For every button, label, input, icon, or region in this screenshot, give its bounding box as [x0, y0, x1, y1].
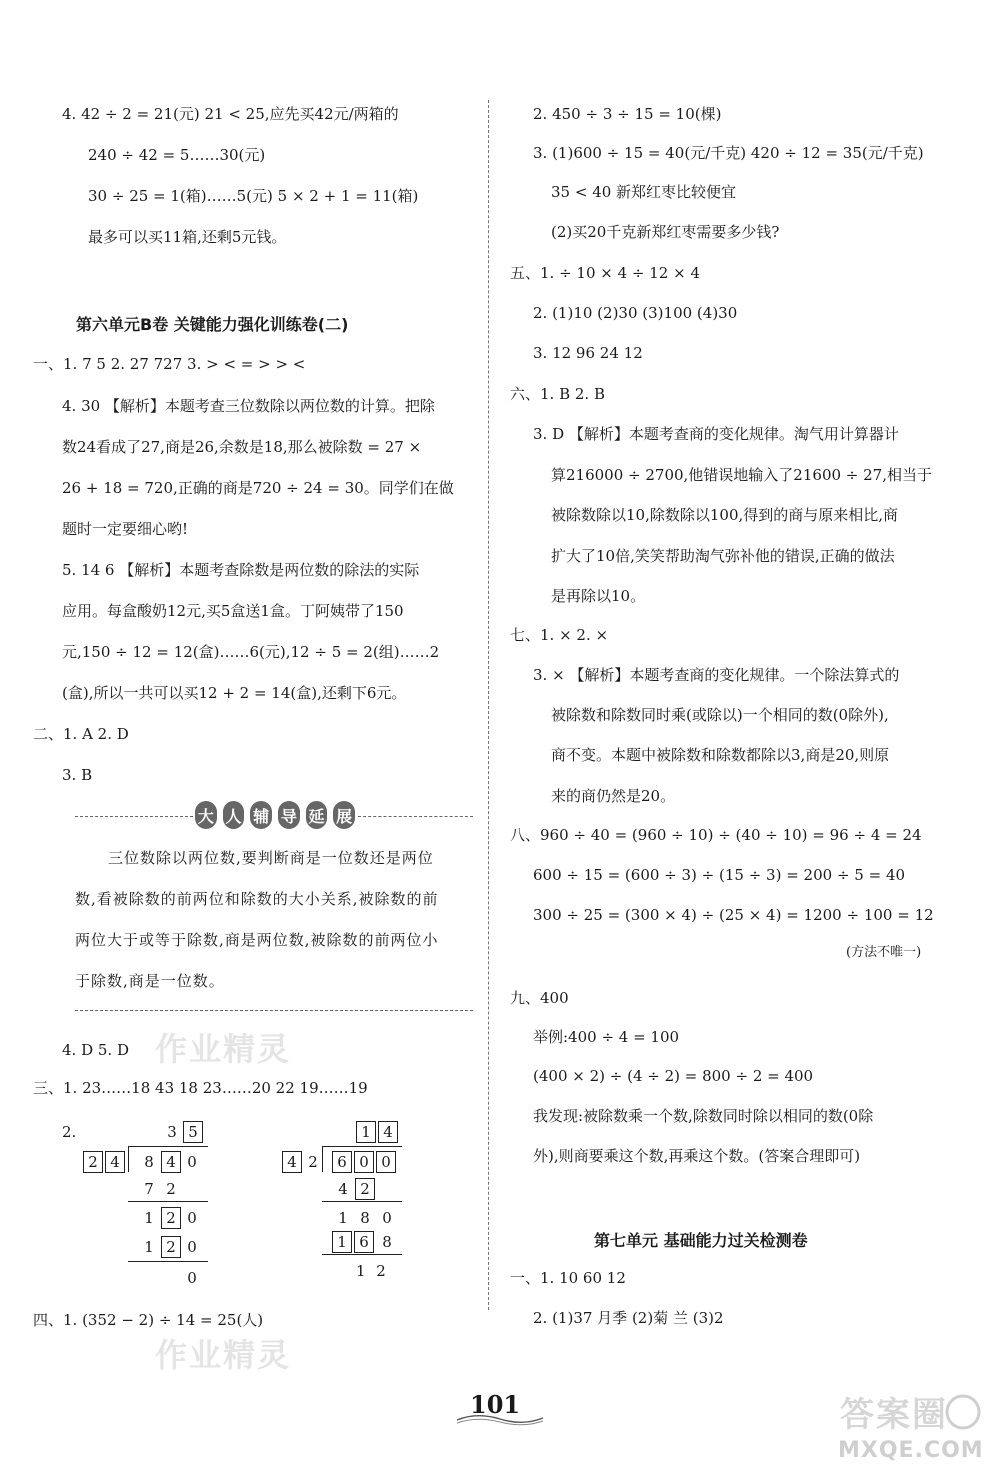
answer-line: 扩大了10倍,笑笑帮助淘气弥补他的错误,正确的做法: [551, 547, 895, 565]
answer-line: 30 ÷ 25 = 1(箱)……5(元) 5 × 2 + 1 = 11(箱): [88, 187, 419, 205]
answer-line: 六、1. B 2. B: [510, 385, 605, 403]
answer-line: 一、1. 10 60 12: [510, 1269, 626, 1287]
answer-line: 26 + 18 = 720,正确的商是720 ÷ 24 = 30。同学们在做: [62, 479, 454, 497]
answer-line: 五、1. ÷ 10 × 4 ÷ 12 × 4: [510, 264, 700, 282]
answer-line: 元,150 ÷ 12 = 12(盒)……6(元),12 ÷ 5 = 2(组)……2: [62, 643, 440, 661]
answer-line: 三、1. 23……18 43 18 23……20 22 19……19: [33, 1079, 368, 1097]
section-title: 第七单元 基础能力过关检测卷: [594, 1231, 808, 1250]
site-logo: 答案圈 MXQE.COM: [838, 1395, 984, 1463]
divider: [75, 816, 193, 817]
answer-line: 商不变。本题中被除数和除数都除以3,商是20,则原: [551, 746, 890, 764]
answer-line: 七、1. × 2. ×: [510, 626, 609, 644]
answer-line: 2. 450 ÷ 3 ÷ 15 = 10(棵): [533, 105, 722, 123]
answer-line: 一、1. 7 5 2. 27 727 3. > < = > > <: [33, 355, 306, 373]
answer-line: 是再除以10。: [551, 587, 646, 605]
watermark: 作业精灵: [155, 1030, 292, 1068]
answer-line: 5. 14 6 【解析】本题考查除数是两位数的除法的实际: [62, 561, 420, 579]
divider: [75, 1010, 473, 1011]
answer-line: 被除数除以10,除数除以100,得到的商与原来相比,商: [551, 506, 899, 524]
answer-line: 数24看成了27,商是26,余数是18,那么被除数 = 27 ×: [62, 438, 422, 456]
answer-line: (400 × 2) ÷ (4 ÷ 2) = 800 ÷ 2 = 400: [533, 1067, 814, 1085]
tutor-text: 两位大于或等于除数,商是两位数,被除数的前两位小: [75, 931, 439, 949]
answer-line: 3. B: [62, 766, 93, 784]
page-ornament: [455, 1412, 545, 1426]
answer-line: 算216000 ÷ 2700,他错误地输入了21600 ÷ 27,相当于: [551, 466, 932, 484]
answer-line: 3. D 【解析】本题考查商的变化规律。淘气用计算器计: [533, 425, 899, 443]
answer-line: 九、400: [510, 989, 569, 1007]
tutor-text: 数,看被除数的前两位和除数的大小关系,被除数的前: [75, 890, 439, 908]
answer-line: 二、1. A 2. D: [33, 725, 129, 743]
answer-line: 2. (1)10 (2)30 (3)100 (4)30: [533, 304, 738, 322]
answer-line: 题时一定要细心哟!: [62, 520, 189, 538]
tutor-text: 三位数除以两位数,要判断商是一位数还是两位: [108, 849, 434, 867]
answer-line: 应用。每盒酸奶12元,买5盒送1盒。丁阿姨带了150: [62, 602, 404, 620]
section-title: 第六单元B卷 关键能力强化训练卷(二): [76, 315, 349, 334]
answer-line: 4. D 5. D: [62, 1041, 129, 1059]
method-note: (方法不唯一): [846, 945, 922, 960]
watermark: 作业精灵: [155, 1336, 292, 1374]
answer-line: 我发现:被除数乘一个数,除数同时除以相同的数(0除: [533, 1107, 874, 1125]
answer-line: (盒),所以一共可以买12 + 2 = 14(盒),还剩下6元。: [62, 684, 407, 702]
page-number: 101: [470, 1390, 521, 1419]
answer-line: 300 ÷ 25 = (300 × 4) ÷ (25 × 4) = 1200 ÷ 100 = 12: [533, 906, 934, 924]
answer-line: 四、1. (352 − 2) ÷ 14 = 25(人): [33, 1311, 264, 1329]
answer-line: 4. 30 【解析】本题考查三位数除以两位数的计算。把除: [62, 397, 435, 415]
answer-line: 3. × 【解析】本题考查商的变化规律。一个除法算式的: [533, 666, 900, 684]
answer-line: 被除数和除数同时乘(或除以)一个相同的数(0除外),: [551, 706, 889, 724]
answer-label: 2.: [62, 1123, 77, 1141]
answer-line: 来的商仍然是20。: [551, 787, 676, 805]
answer-line: 600 ÷ 15 = (600 ÷ 3) ÷ (15 ÷ 3) = 200 ÷ 5 = 40: [533, 866, 906, 884]
answer-line: 3. (1)600 ÷ 15 = 40(元/千克) 420 ÷ 12 = 35(元/千克): [533, 144, 924, 162]
column-divider: [488, 100, 489, 1310]
answer-line: 八、960 ÷ 40 = (960 ÷ 10) ÷ (40 ÷ 10) = 96 ÷ 4 = 24: [510, 826, 922, 844]
answer-line: 最多可以买11箱,还剩5元钱。: [88, 228, 287, 246]
answer-line: 35 < 40 新郑红枣比较便宜: [551, 183, 737, 201]
divider: [358, 816, 473, 817]
answer-line: (2)买20千克新郑红枣需要多少钱?: [551, 223, 780, 241]
answer-line: 外),则商要乘这个数,再乘这个数。(答案合理即可): [533, 1147, 861, 1165]
answer-line: 3. 12 96 24 12: [533, 344, 643, 362]
answer-line: 240 ÷ 42 = 5……30(元): [88, 146, 266, 164]
tutor-extension-title: 大 人 辅 导 延 展: [195, 800, 355, 830]
answer-line: 2. (1)37 月季 (2)菊 兰 (3)2: [533, 1309, 724, 1327]
answer-line: 4. 42 ÷ 2 = 21(元) 21 < 25,应先买42元/两箱的: [62, 105, 399, 123]
answer-line: 举例:400 ÷ 4 = 100: [533, 1028, 680, 1046]
tutor-text: 于除数,商是一位数。: [75, 972, 225, 990]
